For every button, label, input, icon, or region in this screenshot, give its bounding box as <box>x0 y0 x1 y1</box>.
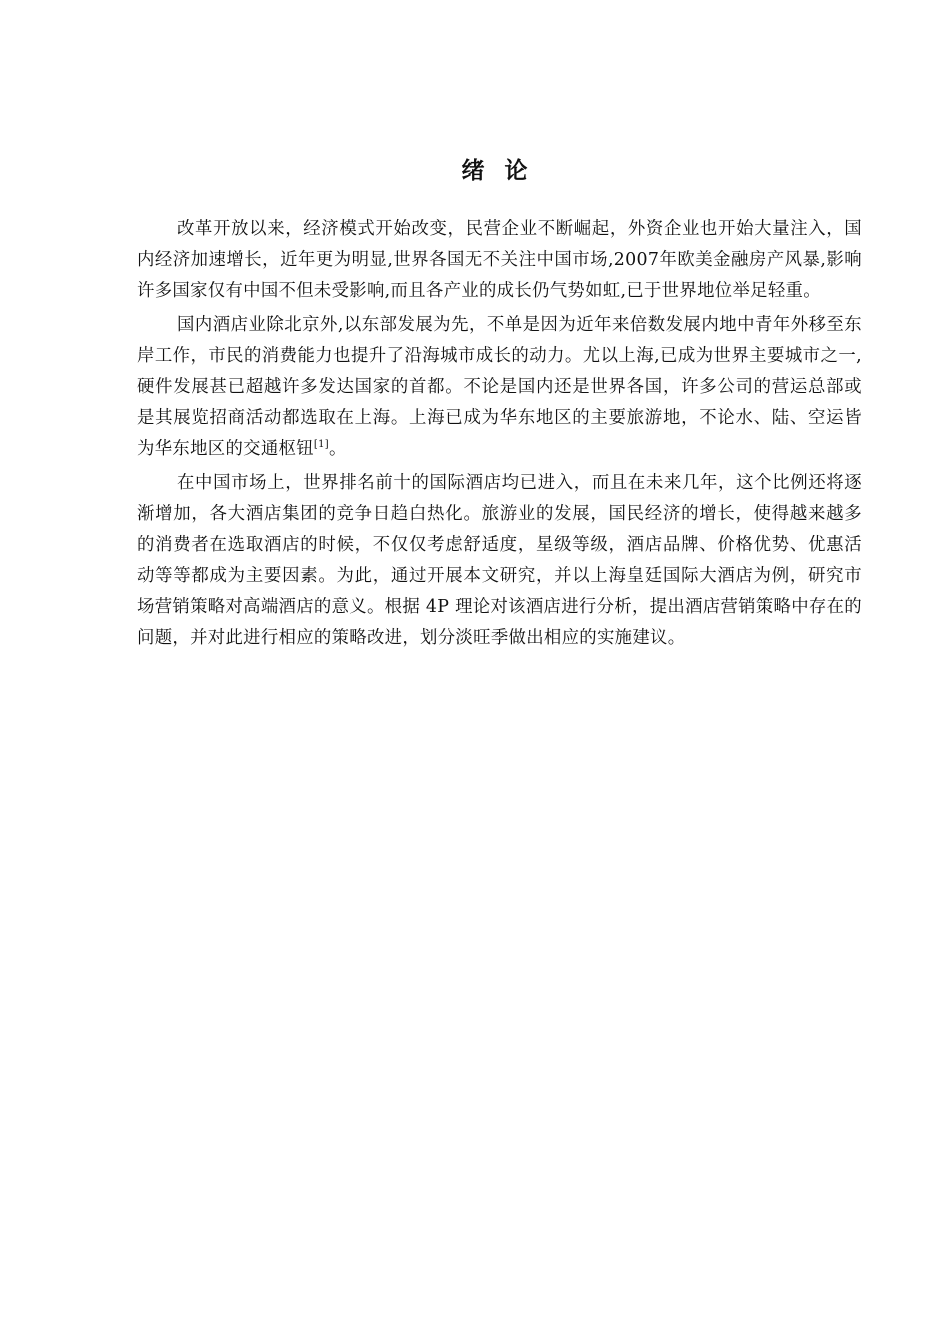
paragraph-3: 在中国市场上，世界排名前十的国际酒店均已进入，而且在未来几年，这个比例还将逐渐增加，各大酒店集团的竞争日趋白热化。旅游业的发展，国民经济的增长，使得越来越多的消费者在选取酒店的时候，不仅仅考虑舒适度，星级等级，酒店品牌、价格优势、优惠活动等等都成为主要因素。为此，通过开展本文研究，并以上海皇廷国际大酒店为例，研究市场营销策略对高端酒店的意义。根据 4P 理论对该酒店进行分析，提出酒店营销策略中存在的问题，并对此进行相应的策略改进，划分淡旺季做出相应的实施建议。 <box>137 473 862 648</box>
paragraph-2-tail: 。 <box>329 439 347 459</box>
paragraph-2-text: 国内酒店业除北京外,以东部发展为先，不单是因为近年来倍数发展内地中青年外移至东岸工作，市民的消费能力也提升了沿海城市成长的动力。尤以上海,已成为世界主要城市之一,硬件发展甚已超越许多发达国家的首都。不论是国内还是世界各国，许多公司的营运总部或是其展览招商活动都选取在上海。上海已成为华东地区的主要旅游地，不论水、陆、空运皆为华东地区的交通枢钮 <box>137 315 862 459</box>
section-title: 绪 论 <box>461 158 534 184</box>
paragraph-2 <box>137 310 862 465</box>
body-text <box>137 214 862 657</box>
paragraph-1: 改革开放以来，经济模式开始改变，民营企业不断崛起，外资企业也开始大量注入，国内经济加速增长，近年更为明显,世界各国无不关注中国市场,2007年欧美金融房产风暴,影响许多国家仅有中国不但未受影响,而且各产业的成长仍气势如虹,已于世界地位举足轻重。 <box>137 219 862 301</box>
citation-marker: [1] <box>313 439 329 450</box>
